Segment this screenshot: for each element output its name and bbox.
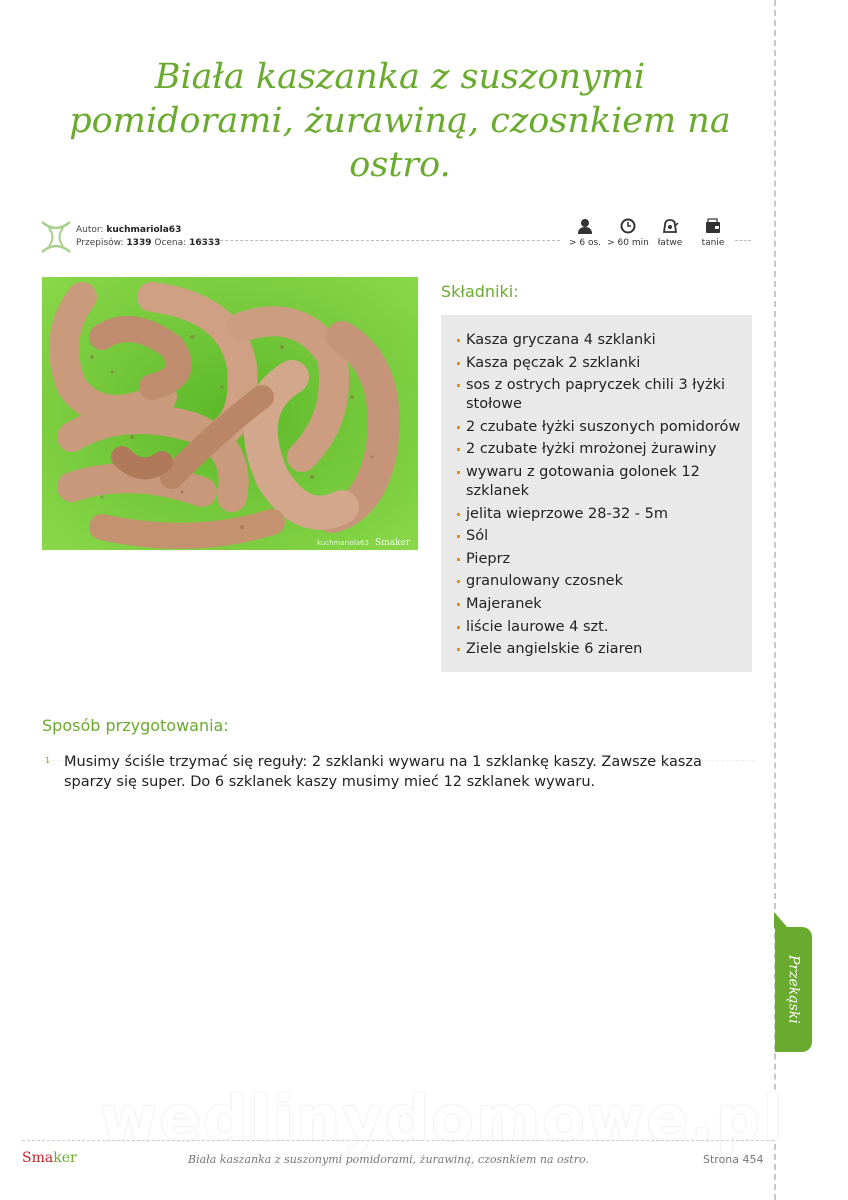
meta-servings [563,218,607,248]
kettle-icon [661,218,679,234]
footer-brand-logo [22,1150,77,1166]
photo-watermark-user: kuchmariola63 [317,539,369,547]
ingredient-item: granulowany czosnek [466,572,742,591]
meta-divider-end [735,240,751,241]
ingredient-item: Ziele angielskie 6 ziaren [466,640,742,659]
ingredient-item: sos z ostrych papryczek chili 3 łyżki stołowe [466,376,742,414]
meta-difficulty-label: łatwe [657,238,683,248]
author-name[interactable]: kuchmariola63 [106,225,182,235]
ingredient-item: 2 czubate łyżki mrożonej żurawiny [466,440,742,459]
ingredients-list [441,315,752,659]
ingredients-heading: Składniki: [441,282,519,301]
footer-brand-accent: ker [53,1150,77,1166]
ingredient-item: Majeranek [466,595,742,614]
category-tab-label: Przekąski [785,955,802,1024]
author-info [76,224,220,250]
sausage-illustration [42,277,418,550]
step-text: Musimy ściśle trzymać się reguły: 2 szklanki wywaru na 1 szklankę kaszy. Zawsze kasza sparzy się super. Do 6 szklanek kaszy musimy mieć 12 szklanek wywaru. [64,754,702,790]
author-logo-icon [40,220,72,254]
meta-servings-label: > 6 os. [568,238,602,248]
author-label: Autor: [76,225,104,235]
recipes-count: 1339 [126,238,152,248]
recipes-label: Przepisów: [76,238,124,248]
person-icon [577,218,593,234]
meta-time-label: > 60 min [607,238,649,248]
recipe-photo [42,277,418,550]
category-tab-label-wrap [775,927,812,1052]
meta-cost [691,218,735,248]
ingredient-item: Kasza pęczak 2 szklanki [466,354,742,373]
category-tab-notch [774,912,788,928]
site-watermark: wedlinydomowe.pl [100,1082,786,1155]
footer-recipe-title: Biała kaszanka z suszonymi pomidorami, żurawiną, czosnkiem na ostro. [188,1153,589,1166]
wallet-icon [705,218,721,234]
ingredient-item: liście laurowe 4 szt. [466,618,742,637]
rating-label: Ocena: [154,238,187,248]
ingredient-item: jelita wieprzowe 28-32 - 5m [466,505,742,524]
meta-divider [200,240,560,241]
ingredient-item: Pieprz [466,550,742,569]
meta-difficulty [648,218,692,248]
ingredients-box [441,315,752,672]
footer-divider [22,1140,774,1141]
step-number: 1 [45,756,51,765]
recipe-title: Biała kaszanka z suszonymi pomidorami, żurawiną, czosnkiem na ostro. [69,57,731,185]
meta-cost-label: tanie [701,238,725,248]
rating-value: 16333 [189,238,221,248]
photo-watermark-brand: Smaker [375,538,411,548]
clock-icon [620,218,636,234]
footer-brand-main: Sma [22,1150,54,1166]
ingredient-item: 2 czubate łyżki suszonych pomidorów [466,418,741,435]
ingredient-item: wywaru z gotowania golonek 12 szklanek [466,463,742,501]
ingredient-item: Kasza gryczana 4 szklanki [466,331,742,350]
meta-time [606,218,650,248]
ingredient-item: Sól [466,527,742,546]
footer-page-number: Strona 454 [703,1153,764,1166]
preparation-heading: Sposób przygotowania: [42,716,229,735]
